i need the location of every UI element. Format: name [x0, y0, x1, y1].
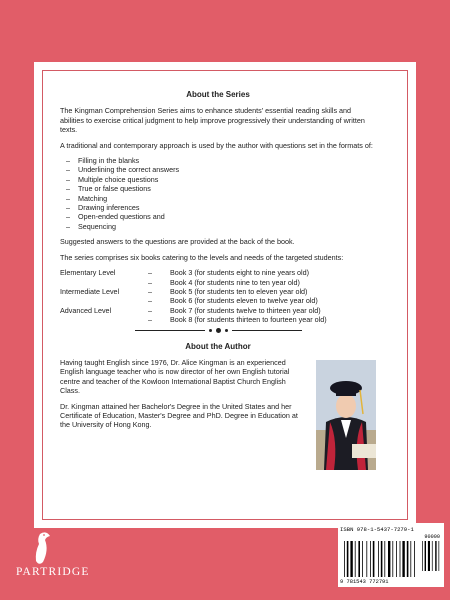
dash: – — [148, 268, 152, 278]
format-item: Matching — [78, 193, 108, 203]
table-row — [60, 287, 327, 296]
dash: – — [66, 156, 70, 166]
level-name: Elementary Level — [60, 268, 116, 278]
ornament-divider — [60, 328, 376, 333]
dash: – — [66, 184, 70, 194]
format-item: Filling in the blanks — [78, 156, 140, 166]
dash: – — [148, 305, 152, 315]
dash: – — [66, 193, 70, 203]
barcode-bar — [384, 541, 385, 577]
series-comprises: The series comprises six books catering to the levels and needs of the targeted students: — [60, 252, 344, 262]
barcode-bar — [410, 541, 411, 577]
barcode-bar — [355, 541, 356, 577]
author-portrait-image — [316, 360, 376, 470]
book-entry: Book 7 (for students twelve to thirteen year old) — [170, 305, 321, 315]
list-item — [60, 194, 376, 203]
barcode-bar — [439, 541, 440, 571]
divider-line — [232, 330, 302, 331]
content-frame — [34, 62, 416, 528]
author-bio-paragraph: Dr. Kingman attained her Bachelor's Degree in the United States and her Certificate of Education, Master's Degree and PhD. Degree in Education at the University of Hong Kong. — [60, 401, 298, 430]
level-name: Intermediate Level — [60, 286, 120, 296]
book-entry: Book 3 (for students eight to nine years old) — [170, 268, 310, 278]
table-row — [60, 278, 327, 287]
price-code: 90000 — [424, 534, 440, 540]
format-item: Underlining the correct answers — [78, 165, 180, 175]
series-intro: The Kingman Comprehension Series aims to enhance students' essential reading skills and abilities to exercise critical judgment to help improve progressively their understanding of written texts. — [60, 106, 365, 135]
barcode-bar — [358, 541, 360, 577]
format-item: Drawing inferences — [78, 203, 140, 213]
barcode-bar — [422, 541, 423, 571]
book-entry: Book 4 (for students nine to ten year old) — [170, 277, 300, 287]
list-item — [60, 222, 376, 231]
list-item — [60, 165, 376, 174]
book-entry: Book 8 (for students thirteen to fourteen year old) — [170, 315, 327, 325]
barcode-bar — [381, 541, 383, 577]
barcode-bar — [370, 541, 371, 577]
dash: – — [148, 296, 152, 306]
series-heading: About the Series — [186, 90, 250, 99]
barcode-bar — [425, 541, 426, 571]
barcode-bar — [396, 541, 397, 577]
isbn-label: ISBN 978-1-5437-7279-1 — [340, 526, 414, 533]
divider-line — [135, 330, 205, 331]
barcode-bars — [338, 523, 444, 587]
formats-list — [60, 156, 376, 231]
dash: – — [148, 315, 152, 325]
level-name — [60, 296, 148, 305]
back-cover-text — [60, 90, 376, 470]
format-item: Multiple choice questions — [78, 174, 159, 184]
barcode-bar — [378, 541, 379, 577]
barcode-bar — [432, 541, 433, 571]
barcode-bar — [362, 541, 363, 577]
barcode-bar — [366, 541, 367, 577]
barcode-bar — [414, 541, 415, 577]
author-bio — [60, 358, 300, 470]
table-row — [60, 296, 327, 305]
list-item — [60, 184, 376, 193]
barcode-bar — [344, 541, 345, 577]
list-item — [60, 175, 376, 184]
format-item: Sequencing — [78, 221, 116, 231]
divider-dot — [216, 328, 221, 333]
divider-dot — [209, 329, 212, 332]
dash: – — [66, 174, 70, 184]
list-item — [60, 212, 376, 221]
table-row — [60, 268, 327, 277]
author-section — [60, 358, 376, 470]
barcode-bar — [392, 541, 393, 577]
book-entry: Book 5 (for students ten to eleven year old) — [170, 286, 308, 296]
format-item: Open-ended questions and — [78, 212, 165, 222]
list-item — [60, 156, 376, 165]
list-item — [60, 203, 376, 212]
dash: – — [66, 165, 70, 175]
isbn-barcode — [338, 523, 444, 587]
author-bio-paragraph: Having taught English since 1976, Dr. Alice Kingman is an experienced English language teacher who is now director of her own English tutorial centre and teacher of the Kowloon International Baptist Church English Class. — [60, 357, 290, 396]
levels-table — [60, 268, 327, 324]
author-heading: About the Author — [185, 341, 251, 351]
dash: – — [66, 212, 70, 222]
dash: – — [148, 286, 152, 296]
format-item: True or false questions — [78, 184, 151, 194]
series-approach: A traditional and contemporary approach is used by the author with questions set in the formats of: — [60, 140, 373, 150]
barcode-bar — [428, 541, 430, 571]
barcode-bar — [435, 541, 436, 571]
barcode-bar — [402, 541, 404, 577]
barcode-bar — [347, 541, 349, 577]
level-name — [60, 278, 148, 287]
answers-note: Suggested answers to the questions are provided at the back of the book. — [60, 237, 295, 247]
dash: – — [66, 203, 70, 213]
barcode-bar — [388, 541, 390, 577]
divider-dot — [225, 329, 228, 332]
barcode-number: 9 781543 772791 — [340, 579, 389, 585]
level-name: Advanced Level — [60, 305, 112, 315]
author-photo — [316, 360, 376, 470]
dash: – — [66, 221, 70, 231]
publisher-name: PARTRIDGE — [16, 566, 90, 578]
barcode-bar — [373, 541, 375, 577]
level-name — [60, 315, 148, 324]
table-row — [60, 315, 327, 324]
barcode-bar — [407, 541, 409, 577]
table-row — [60, 306, 327, 315]
barcode-bar — [350, 541, 352, 577]
barcode-bar — [400, 541, 401, 577]
dash: – — [148, 277, 152, 287]
book-entry: Book 6 (for students eleven to twelve year old) — [170, 296, 318, 306]
